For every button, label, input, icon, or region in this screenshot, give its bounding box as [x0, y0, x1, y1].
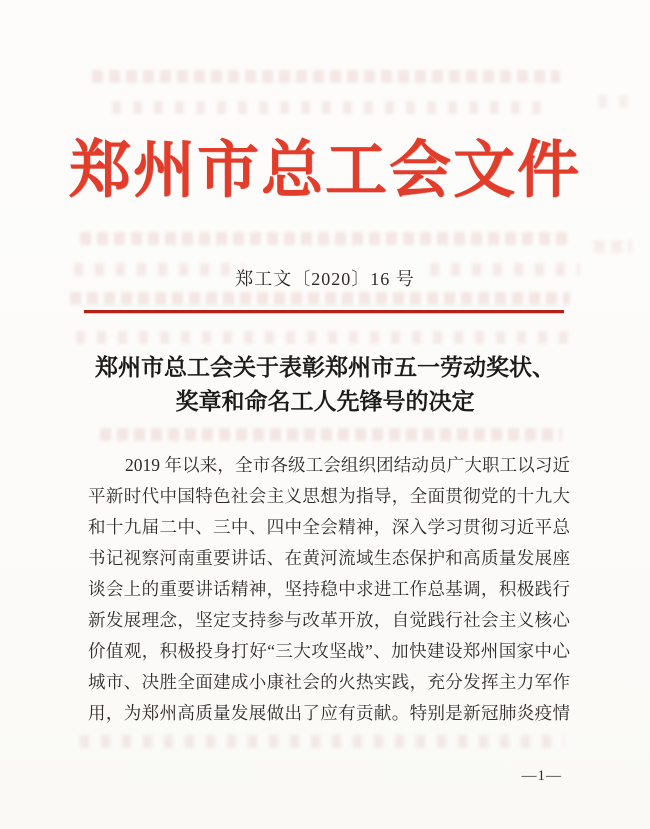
- bleed-through-artifact: [594, 240, 632, 253]
- document-number: 郑工文〔2020〕16 号: [235, 269, 415, 289]
- body-line: 价值观，积极投身打好“三大攻坚战”、加快建设郑州国家中心: [88, 641, 570, 661]
- bleed-through-artifact: [70, 292, 570, 305]
- bleed-through-artifact: [92, 70, 560, 83]
- body-line: 2019 年以来，全市各级工会组织团结动员广大职工以习近: [125, 455, 570, 475]
- document-body: [88, 450, 570, 729]
- body-line: 平新时代中国特色社会主义思想为指导，全面贯彻党的十九大: [88, 486, 570, 506]
- body-line: 谈会上的重要讲话精神，坚持稳中求进工作总基调，积极践行: [88, 579, 570, 599]
- body-line: 用，为郑州高质量发展做出了应有贡献。特别是新冠肺炎疫情: [88, 703, 570, 723]
- body-line: 和十九届二中、三中、四中全会精神，深入学习贯彻习近平总: [88, 517, 570, 537]
- document-title: [65, 351, 585, 419]
- bleed-through-artifact: [100, 428, 562, 441]
- document-header-title: 郑州市总工会文件: [68, 137, 581, 205]
- body-line: 新发展理念，坚定支持参与改革开放，自觉践行社会主义核心: [88, 610, 570, 630]
- body-line: 城市、决胜全面建成小康社会的火热实践，充分发挥主力军作: [88, 672, 570, 692]
- bleed-through-artifact: [80, 735, 564, 748]
- bleed-through-artifact: [112, 101, 552, 114]
- bleed-through-artifact: [76, 331, 568, 344]
- red-divider-line: [84, 310, 564, 313]
- document-title-line-1: 郑州市总工会关于表彰郑州市五一劳动奖状、: [95, 355, 555, 380]
- body-line: 书记视察河南重要讲话、在黄河流域生态保护和高质量发展座: [88, 548, 570, 568]
- page-number: —1—: [521, 768, 562, 784]
- document-title-line-2: 奖章和命名工人先锋号的决定: [175, 389, 475, 414]
- bleed-through-artifact: [598, 95, 632, 108]
- bleed-through-artifact: [80, 232, 572, 245]
